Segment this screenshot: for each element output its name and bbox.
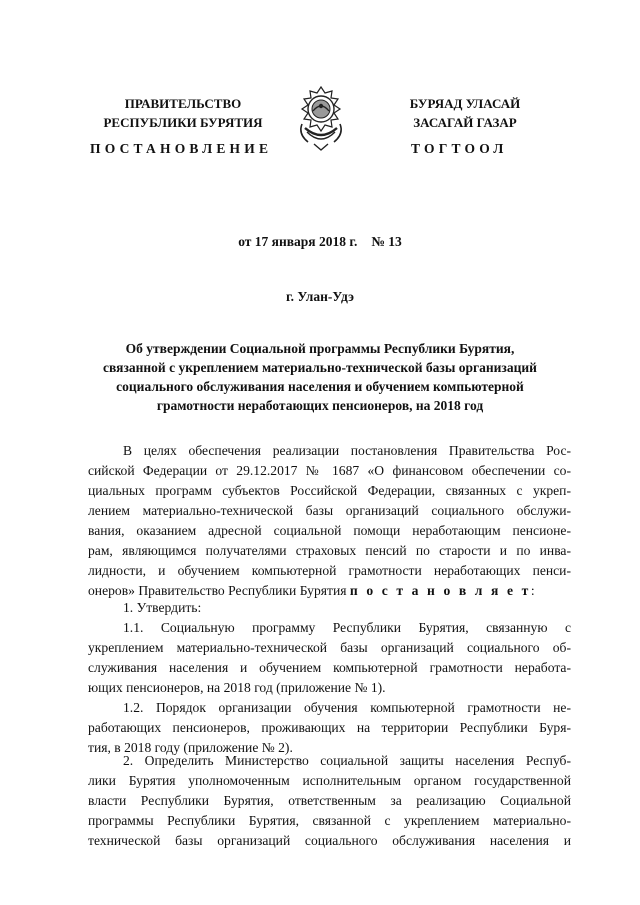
text-line: работающих пенсионеров, проживающих на территории Республики Буря- [88,720,571,735]
text-line: 2. Определить Министерство социальной защиты населения Респуб- [123,753,571,768]
preamble-paragraph [88,441,571,601]
title-line: грамотности неработающих пенсионеров, на 2018 год [156,398,484,413]
text-line: циальных программ субъектов Российской Федерации, связанных с укреп- [88,483,571,498]
city: г. Улан-Удэ [286,289,354,304]
document-date: от 17 января 2018 г. [238,234,358,249]
text-line: власти Республики Бурятия, ответственным за реализацию Социальной [88,793,571,808]
text-line: вания, оказанием адресной социальной помощи неработающим пенсионе- [88,523,571,538]
header-right-line2: ЗАСАГАЙ ГАЗАР [413,115,517,130]
text-line: укреплением материально-технической базы организаций социального об- [88,640,571,655]
item-1-block [88,598,571,758]
text-line: 1.1. Социальную программу Республики Бурятия, связанную с [123,620,571,635]
header-left-line1: ПРАВИТЕЛЬСТВО [124,96,242,111]
item-1-heading: 1. Утвердить: [123,600,202,615]
text-line: программы Республики Бурятия, связанной с укреплением материально- [88,813,571,828]
title-line: Об утверждении Социальной программы Республики Бурятия, [125,341,515,356]
decision-verb: п о с т а н о в л я е т [349,583,531,598]
text-line: лидности, и обучением компьютерной грамотности неработающих пенси- [88,563,571,578]
text-line: ющих пенсионеров, на 2018 год (приложение № 1). [88,680,386,695]
title-line: социального обслуживания населения и обучением компьютерной [116,379,524,394]
coat-of-arms-icon [296,84,346,152]
doc-type-right: ТОГТООЛ [411,141,508,156]
text-line: тия, в 2018 году (приложение № 2). [88,740,293,755]
text-line: лением материально-технической базы организаций социального обслужи- [88,503,571,518]
preamble-colon: : [530,583,535,598]
item-2-block [88,751,571,851]
text-line: служивания населения и обучением компьютерной грамотности неработа- [88,660,571,675]
text-line: сийской Федерации от 29.12.2017 № 1687 «О финансовом обеспечении со- [88,463,571,478]
preamble-last-line: онеров» Правительство Республики Бурятия [88,583,347,598]
header-left-block [88,94,278,132]
date-line [0,234,640,250]
text-line: В целях обеспечения реализации постановления Правительства Рос- [123,443,571,458]
header-right-block [390,94,540,132]
text-line: 1.2. Порядок организации обучения компьютерной грамотности не- [123,700,571,715]
text-line: технической базы организаций социального обслуживания населения и [88,833,571,848]
title-line: связанной с укреплением материально-технической базы организаций [103,360,537,375]
text-line: рам, являющимся получателями страховых пенсий по старости и по инва- [88,543,571,558]
document-title [80,339,560,415]
document-number: № 13 [371,234,402,249]
text-line: лики Бурятия уполномоченным исполнительным органом государственной [88,773,571,788]
header-left-line2: РЕСПУБЛИКИ БУРЯТИЯ [103,115,263,130]
header-right-line1: БУРЯАД УЛАСАЙ [409,96,521,111]
doc-type-left: ПОСТАНОВЛЕНИЕ [90,141,273,156]
